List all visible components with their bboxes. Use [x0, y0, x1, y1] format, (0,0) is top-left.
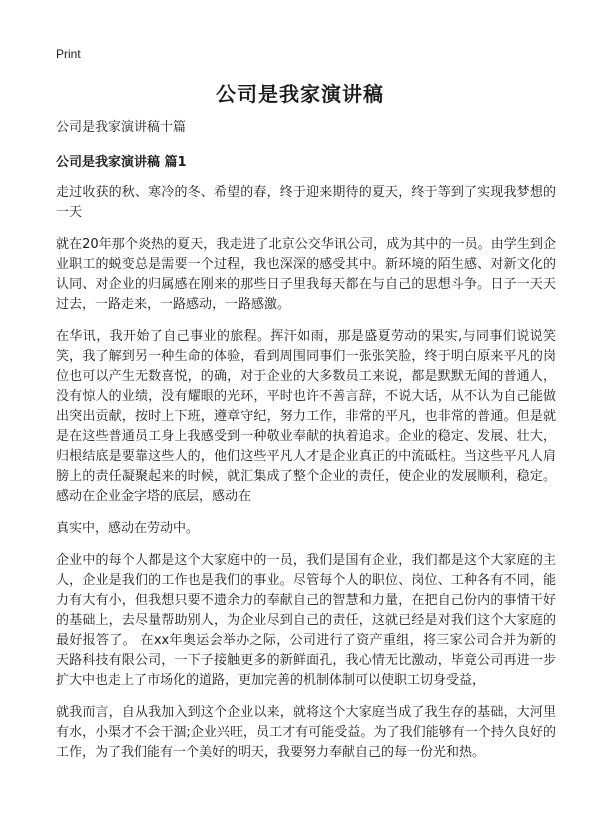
paragraph: 走过收获的秋、寒冷的冬、希望的春，终于迎来期待的夏天，终于等到了实现我梦想的一天 — [56, 185, 556, 220]
paragraph: 企业中的每个人都是这个大家庭中的一员，我们是国有企业，我们都是这个大家庭的主人，企业是我们的工作也是我们的事业。尽管每个人的职位、岗位、工种各有不同，能力有大有小，但我想只要不遗余力的奉献自己的智慧和力量，在把自己份内的事情干好的基础上，去尽量帮助别人，为企业尽到自己的责任，这就已经是对我们这个大家庭的最好报答了。 在xx年奥运会举办之际，公司进行了资产重组，将三家公司合并为新的天路科技有限公司，一下子接触更多的新鲜面孔，我心情无比激动，毕竟公司再进一步扩大中也走上了市场化的道路，更加完善的机制体制可以使职工切身受益， — [56, 553, 556, 688]
paragraph: 在华讯，我开始了自己事业的旅程。挥汗如雨，那是盛夏劳动的果实,与同事们说说笑笑，我了解到另一种生命的体验，看到周围同事们一张张笑脸，终于明白原来平凡的岗位也可以产生无数喜悦，的确，对于企业的大多数员工来说，都是默默无闻的普通人，没有惊人的业绩，没有耀眼的光环，平时也许不善言辞，不说大话，从不认为自己能做出突出贡献，按时上下班，遵章守纪，努力工作，非常的平凡，也非常的普通。但是就是在这些普通员工身上我感受到一种敬业奉献的执着追求。企业的稳定、发展、壮大，归根结底是要靠这些人的，他们这些平凡人才是企业真正的中流砥柱。当这些平凡人肩膀上的责任凝聚起来的时候，就汇集成了整个企业的责任，使企业的发展顺利，稳定。感动在企业金字塔的底层，感动在 — [56, 329, 556, 504]
document-subtitle: 公司是我家演讲稿十篇 — [56, 120, 187, 135]
section-heading: 公司是我家演讲稿 篇1 — [56, 155, 187, 170]
paragraph: 就我而言，自从我加入到这个企业以来，就将这个大家庭当成了我生存的基础，大河里有水，小渠才不会干涸;企业兴旺，员工才有可能受益。为了我们能够有一个持久良好的工作，为了我们能有一个美好的明天，我要努力奉献自己的每一份光和热。 — [56, 705, 556, 760]
paragraph: 就在20年那个炎热的夏天，我走进了北京公交华讯公司，成为其中的一员。由学生到企业职工的蜕变总是需要一个过程，我也深深的感受其中。新环境的陌生感、对新文化的认同、对企业的归属感在刚来的那些日子里我每天都在与自己的思想斗争。日子一天天过去，一路走来，一路感动，一路感激。 — [56, 237, 556, 312]
page-title: 公司是我家演讲稿 — [216, 82, 384, 106]
paragraph: 真实中，感动在劳动中。 — [56, 521, 200, 536]
document-body — [56, 118, 556, 775]
print-label: Print — [56, 47, 81, 61]
